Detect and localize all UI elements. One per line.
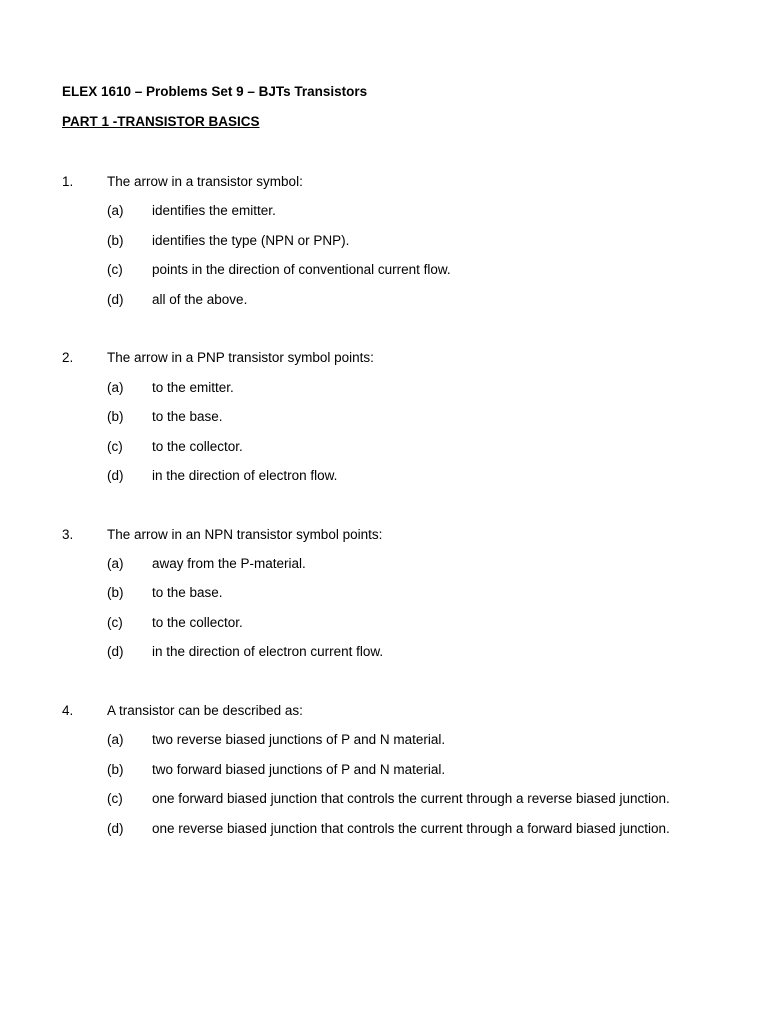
option-letter: (d): [107, 644, 124, 660]
question-text: The arrow in an NPN transistor symbol points:: [107, 526, 383, 542]
question-line: [62, 349, 752, 378]
option-c: [62, 438, 752, 467]
option-text: one forward biased junction that controls the current through a reverse biased junction.: [152, 791, 670, 807]
option-text: to the emitter.: [152, 379, 234, 395]
option-letter: (a): [107, 203, 124, 219]
option-text: one reverse biased junction that controls the current through a forward biased junction.: [152, 820, 670, 836]
option-text: to the collector.: [152, 614, 243, 630]
option-letter: (a): [107, 379, 124, 395]
question-text: The arrow in a transistor symbol:: [107, 174, 303, 189]
question-spacer: [62, 496, 752, 525]
question-line: [62, 173, 752, 202]
option-c: [62, 790, 752, 819]
option-a: [62, 379, 752, 408]
option-text: to the base.: [152, 585, 223, 601]
option-text: to the collector.: [152, 438, 243, 454]
option-letter: (a): [107, 556, 124, 572]
option-c: [62, 614, 752, 643]
option-letter: (b): [107, 232, 124, 248]
option-letter: (b): [107, 761, 124, 777]
question-number: 1.: [62, 174, 74, 189]
option-letter: (d): [107, 467, 124, 483]
question-spacer: [62, 673, 752, 702]
option-letter: (d): [107, 291, 124, 307]
question-line: [62, 702, 752, 731]
option-d: [62, 291, 752, 320]
option-text: two forward biased junctions of P and N material.: [152, 761, 446, 777]
option-letter: (c): [107, 791, 123, 807]
option-d: [62, 643, 752, 672]
option-b: [62, 408, 752, 437]
option-b: [62, 232, 752, 261]
option-d: [62, 467, 752, 496]
question-number: 3.: [62, 526, 74, 542]
option-text: to the base.: [152, 409, 223, 425]
option-b: [62, 761, 752, 790]
option-letter: (c): [107, 262, 123, 278]
option-a: [62, 555, 752, 584]
option-letter: (a): [107, 732, 124, 748]
option-letter: (d): [107, 820, 124, 836]
option-text: in the direction of electron current flow.: [152, 644, 384, 660]
option-a: [62, 202, 752, 231]
question-line: [62, 526, 752, 555]
document-title: ELEX 1610 – Problems Set 9 – BJTs Transistors: [62, 84, 368, 99]
option-letter: (c): [107, 438, 123, 454]
option-a: [62, 731, 752, 760]
question-list: [62, 173, 752, 849]
question-1: [62, 173, 752, 320]
option-text: two reverse biased junctions of P and N material.: [152, 732, 446, 748]
option-text: away from the P-material.: [152, 556, 306, 572]
question-2: [62, 349, 752, 496]
option-letter: (b): [107, 585, 124, 601]
question-spacer: [62, 320, 752, 349]
question-number: 2.: [62, 350, 74, 366]
option-text: all of the above.: [152, 291, 248, 307]
option-text: identifies the type (NPN or PNP).: [152, 232, 350, 248]
question-text: The arrow in a PNP transistor symbol points:: [107, 350, 374, 366]
question-3: [62, 526, 752, 673]
option-b: [62, 584, 752, 613]
option-text: points in the direction of conventional current flow.: [152, 262, 451, 278]
option-letter: (b): [107, 409, 124, 425]
question-4: [62, 702, 752, 849]
question-text: A transistor can be described as:: [107, 703, 303, 719]
question-number: 4.: [62, 703, 74, 719]
option-text: identifies the emitter.: [152, 203, 276, 219]
option-d: [62, 820, 752, 849]
option-c: [62, 261, 752, 290]
option-text: in the direction of electron flow.: [152, 467, 338, 483]
option-letter: (c): [107, 614, 123, 630]
section-heading: PART 1 -TRANSISTOR BASICS: [62, 114, 260, 129]
